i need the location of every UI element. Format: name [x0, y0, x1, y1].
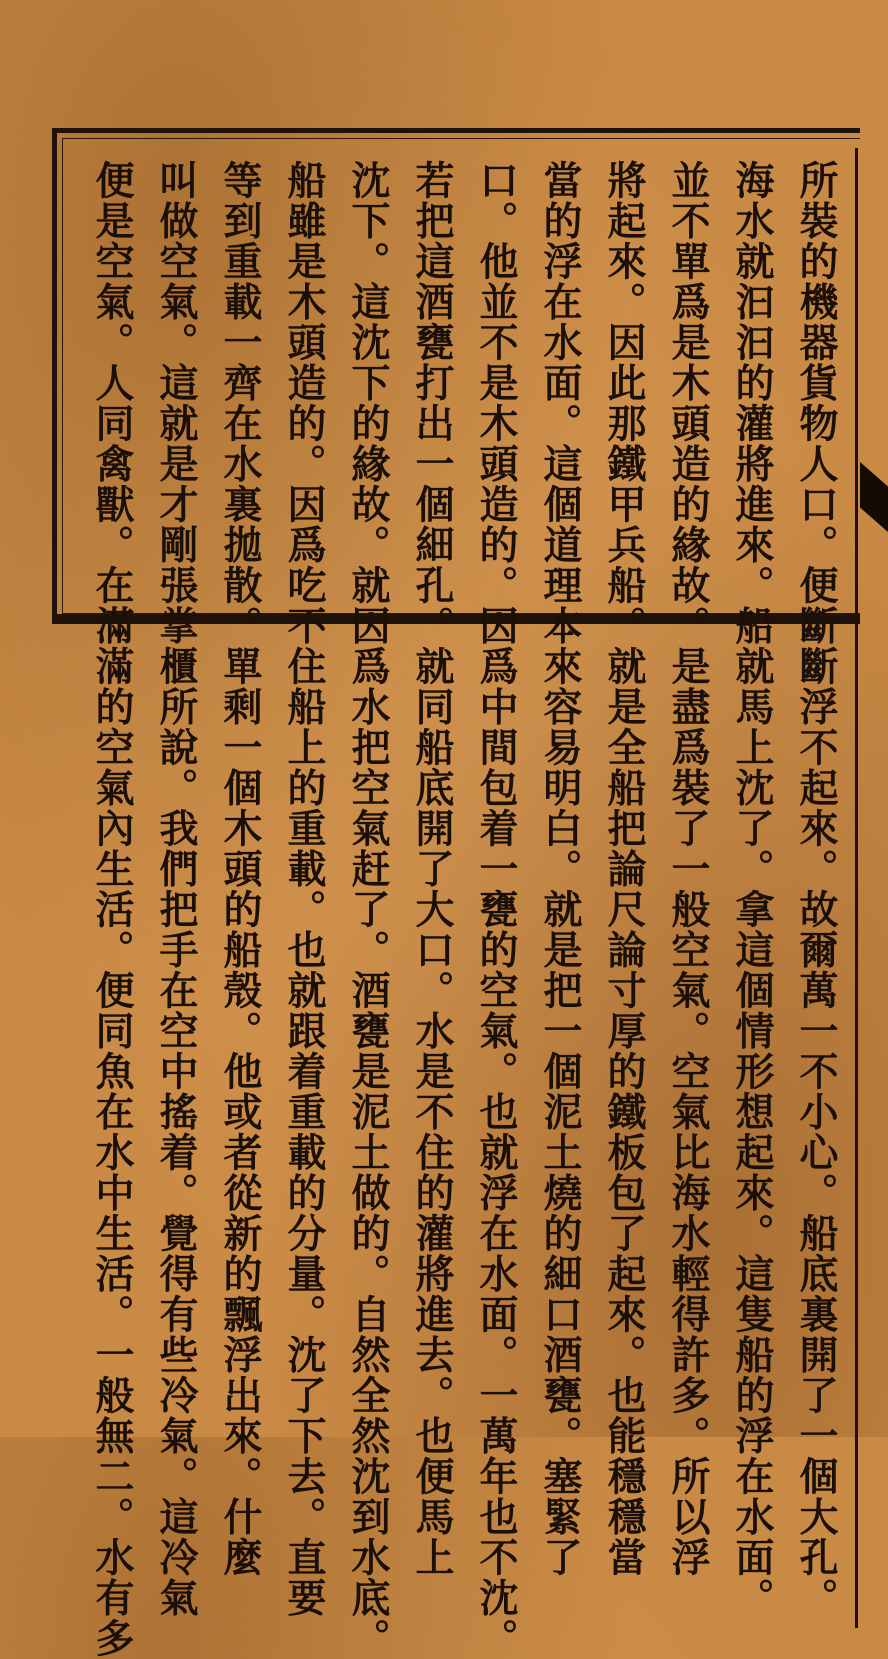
text-column-7: 若把這酒甕打出一個細孔。就同船底開了大口。水是不住的灌將進去。也便馬上	[409, 160, 455, 1578]
text-column-10: 等到重載一齊在水裏拋散。單剩一個木頭的船殼。他或者從新的飄浮出來。什麼	[217, 160, 263, 1578]
text-column-3: 並不單爲是木頭造的緣故。是盡爲裝了一般空氣。空氣比海水輕得許多。所以浮	[665, 160, 711, 1578]
text-column-9: 船雖是木頭造的。因爲吃不住船上的重載。也就跟着重載的分量。沈了下去。直要	[281, 160, 327, 1618]
text-column-4: 將起來。因此那鐵甲兵船。就是全船把論尺論寸厚的鐵板包了起來。也能穩穩當	[601, 160, 647, 1578]
text-column-5: 當的浮在水面。這個道理本來容易明白。就是把一個泥土燒的細口酒甕。塞緊了	[537, 160, 583, 1578]
text-column-2: 海水就汩汩的灌將進來。船就馬上沈了。拿這個情形想起來。這隻船的浮在水面。	[729, 160, 775, 1618]
fold-marker	[860, 462, 888, 532]
page-border-left	[52, 128, 57, 624]
text-column-8: 沈下。這沈下的緣故。就因爲水把空氣赶了。酒甕是泥土做的。自然全然沈到水底。	[345, 160, 391, 1659]
vertical-text-block	[88, 160, 852, 1659]
text-column-1: 所裝的機器貨物人口。便斷斷浮不起來。故爾萬一不小心。船底裏開了一個大孔。	[793, 160, 839, 1618]
text-column-6: 口。他並不是木頭造的。因爲中間包着一甕的空氣。也就浮在水面。一萬年也不沈。	[473, 160, 519, 1659]
page-border-right	[855, 148, 858, 1628]
text-column-12: 便是空氣。人同禽獸。在滿滿的空氣內生活。便同魚在水中生活。一般無二。水有多	[89, 160, 135, 1659]
text-column-11: 叫做空氣。這就是才剛張掌櫃所說。我們把手在空中搖着。覺得有些冷氣。這冷氣	[153, 160, 199, 1618]
